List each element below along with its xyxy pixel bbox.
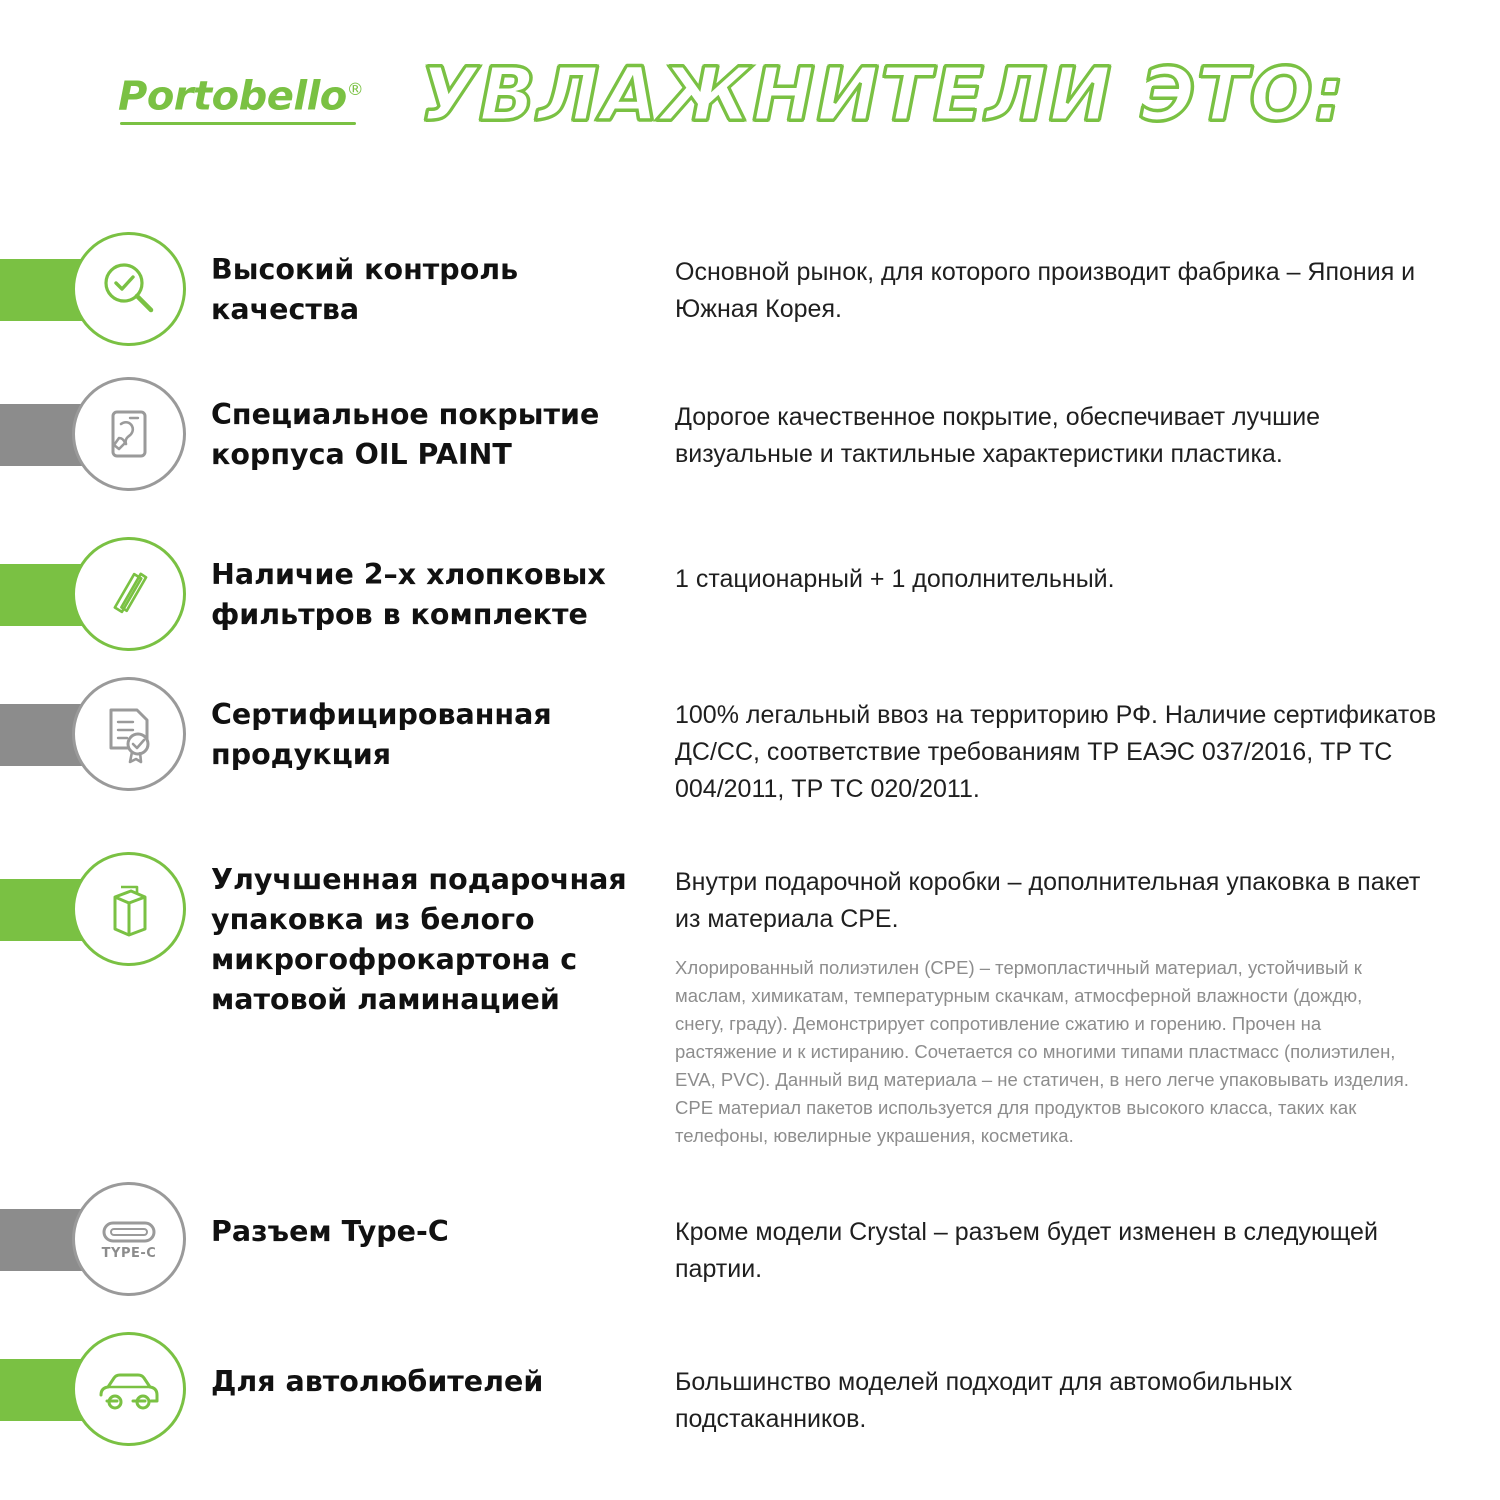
registered-mark: ® — [346, 80, 364, 100]
icon-circle — [72, 377, 186, 491]
two-filters-icon — [97, 562, 161, 626]
list-item — [0, 1332, 1500, 1472]
feature-desc: Внутри подарочной коробки – дополнительная упаковка в пакет из материала CPE. — [675, 868, 1421, 933]
icon-circle — [72, 1182, 186, 1296]
hand-spray-coating-icon — [97, 402, 161, 466]
feature-badge — [0, 852, 175, 970]
brand-logo — [118, 66, 378, 140]
page-title: УВЛАЖНИТЕЛИ ЭТО: — [420, 52, 1347, 138]
feature-desc: 100% легальный ввоз на территорию РФ. Наличие сертификатов ДС/СС, соответствие требованиям ТР ЕАЭС 037/2016, ТР ТС 004/2011, ТР ТС 020/2011. — [675, 701, 1437, 803]
list-item — [0, 1182, 1500, 1332]
list-item — [0, 232, 1500, 377]
magnifier-check-icon — [97, 257, 161, 321]
feature-desc: Кроме модели Crystal – разъем будет изменен в следующей партии. — [675, 1218, 1378, 1283]
feature-title: Высокий контроль качества — [211, 253, 519, 326]
feature-title: Наличие 2–х хлопковых фильтров в комплекте — [211, 558, 606, 631]
feature-desc: Основной рынок, для которого производит фабрика – Япония и Южная Корея. — [675, 258, 1416, 323]
page-header — [0, 52, 1500, 162]
feature-note: Хлорированный полиэтилен (CPE) – термопластичный материал, устойчивый к маслам, химикатам, температурным скачкам, атмосферной влажности (дождю, снегу, граду). Демонстрирует сопротивление сжатию и горению. Прочен на растяжение и к истиранию. Сочетается со многими типами пластмасс (полиэтилен, EVA, PVC). Данный вид материала – не статичен, в него легче упаковывать изделия. CPE материал пакетов используется для продуктов высокого класса, таких как телефоны, ювелирные украшения, косметика. — [675, 957, 1409, 1146]
feature-title: Для автолюбителей — [211, 1365, 544, 1398]
brand-logo-underline — [120, 122, 356, 125]
feature-title: Улучшенная подарочная упаковка из белого микрогофрокартона с матовой ламинацией — [211, 863, 627, 1016]
feature-desc-block — [675, 852, 1500, 1150]
icon-circle — [72, 537, 186, 651]
certificate-icon — [97, 702, 161, 766]
feature-list — [0, 232, 1500, 1472]
feature-desc: 1 стационарный + 1 дополнительный. — [675, 565, 1115, 593]
feature-badge — [0, 377, 175, 495]
feature-badge — [0, 677, 175, 795]
gift-box-icon — [97, 877, 161, 941]
icon-circle — [72, 852, 186, 966]
car-icon — [93, 1357, 165, 1421]
feature-title: Сертифицированная продукция — [211, 698, 552, 771]
type-c-label: TYPE-C — [101, 1246, 157, 1261]
list-item — [0, 377, 1500, 537]
feature-desc: Большинство моделей подходит для автомобильных подстаканников. — [675, 1368, 1293, 1433]
list-item — [0, 852, 1500, 1182]
feature-title: Специальное покрытие корпуса OIL PAINT — [211, 398, 600, 471]
icon-circle — [72, 232, 186, 346]
list-item — [0, 677, 1500, 852]
brand-logo-text — [118, 66, 378, 120]
type-c-port-icon — [90, 1207, 168, 1271]
feature-badge — [0, 537, 175, 655]
icon-circle — [72, 1332, 186, 1446]
list-item — [0, 537, 1500, 677]
brand-logo-name: Portobello — [118, 73, 347, 120]
feature-desc: Дорогое качественное покрытие, обеспечивает лучшие визуальные и тактильные характеристики пластика. — [675, 403, 1321, 468]
feature-badge — [0, 1182, 175, 1300]
feature-title: Разъем Type-C — [211, 1215, 449, 1248]
feature-badge — [0, 232, 175, 350]
feature-badge — [0, 1332, 175, 1450]
icon-circle — [72, 677, 186, 791]
